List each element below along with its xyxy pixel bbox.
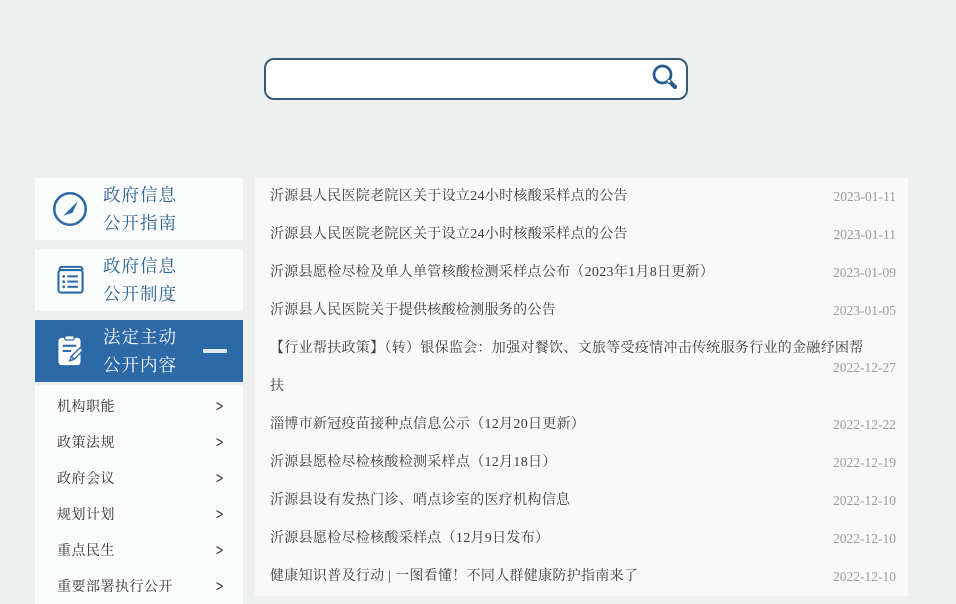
news-title-link[interactable]: 【行业帮扶政策】（转）银保监会：加强对餐饮、文旅等受疫情冲击传统服务行业的金融纾困帮扶 [270,341,864,394]
news-date: 2023-01-05 [833,303,896,318]
magnifier-icon [649,62,681,97]
news-title-link[interactable]: 沂源县人民医院老院区关于设立24小时核酸采样点的公告 [270,189,628,204]
collapse-minus-icon[interactable] [203,349,227,353]
sidebar-section[interactable] [35,249,243,311]
news-row [255,558,908,596]
news-date: 2022-12-10 [833,569,896,584]
sidebar-submenu-item-label: 机构职能 [57,400,115,415]
news-date: 2022-12-22 [833,417,896,432]
sidebar-section-label-line2: 公开指南 [103,213,177,233]
sidebar-section-label [103,252,177,308]
sidebar-section[interactable] [35,178,243,240]
news-row [255,482,908,520]
news-row [255,178,908,216]
news-title-link[interactable]: 沂源县设有发热门诊、哨点诊室的医疗机构信息 [270,493,571,508]
search-input[interactable] [266,60,646,98]
chevron-right-icon: > [216,576,225,596]
news-title-link[interactable]: 沂源县愿检尽检核酸采样点（12月9日发布） [270,531,550,546]
sidebar-section[interactable] [35,320,243,382]
sidebar-submenu-item-label: 规划计划 [57,508,115,523]
chevron-right-icon: > [216,396,225,416]
news-title-link[interactable]: 健康知识普及行动 | 一图看懂！不同人群健康防护指南来了 [270,569,639,584]
sidebar-submenu-item-label: 政府会议 [57,472,115,487]
news-title-link[interactable]: 沂源县人民医院关于提供核酸检测服务的公告 [270,303,556,318]
news-title-link[interactable]: 淄博市新冠疫苗接种点信息公示（12月20日更新） [270,417,586,432]
chevron-right-icon: > [216,540,225,560]
sidebar-submenu-item[interactable] [35,424,243,460]
news-row [255,520,908,558]
news-row [255,330,908,406]
sidebar [35,178,243,604]
sidebar-submenu-item[interactable] [35,388,243,424]
news-row [255,216,908,254]
book-icon [47,257,93,303]
sidebar-submenu-item[interactable] [35,460,243,496]
news-date: 2023-01-11 [833,227,896,242]
news-row [255,406,908,444]
sidebar-submenu-item-label: 政策法规 [57,436,115,451]
news-list [255,178,908,596]
news-date: 2022-12-27 [833,360,896,375]
news-title-link[interactable]: 沂源县愿检尽检核酸检测采样点（12月18日） [270,455,557,470]
chevron-right-icon: > [216,468,225,488]
sidebar-section-label [103,323,177,379]
sidebar-section-label-line2: 公开内容 [103,355,177,375]
chevron-right-icon: > [216,432,225,452]
news-date: 2022-12-19 [833,455,896,470]
sidebar-submenu-item[interactable] [35,496,243,532]
news-date: 2023-01-09 [833,265,896,280]
sidebar-submenu-item-label: 重点民生 [57,544,115,559]
sidebar-sections [35,178,243,382]
news-title-link[interactable]: 沂源县人民医院老院区关于设立24小时核酸采样点的公告 [270,227,628,242]
sidebar-submenu-item[interactable] [35,568,243,604]
news-row [255,292,908,330]
news-row [255,444,908,482]
sidebar-section-label-line2: 公开制度 [103,284,177,304]
sidebar-section-label-line1: 政府信息 [103,256,177,276]
sidebar-section-label-line1: 法定主动 [103,327,177,347]
search-box [264,58,688,100]
sidebar-submenu-item-label: 重要部署执行公开 [57,580,173,595]
news-title-link[interactable]: 沂源县愿检尽检及单人单管核酸检测采样点公布（2023年1月8日更新） [270,265,715,280]
search-button[interactable] [646,61,684,97]
chevron-right-icon: > [216,504,225,524]
sidebar-section-label [103,181,177,237]
sidebar-submenu-item[interactable] [35,532,243,568]
compass-icon [47,186,93,232]
sidebar-section-label-line1: 政府信息 [103,185,177,205]
news-row [255,254,908,292]
sidebar-submenu [35,385,243,604]
clipboard-icon [47,328,93,374]
news-date: 2023-01-11 [833,189,896,204]
news-date: 2022-12-10 [833,531,896,546]
news-date: 2022-12-10 [833,493,896,508]
